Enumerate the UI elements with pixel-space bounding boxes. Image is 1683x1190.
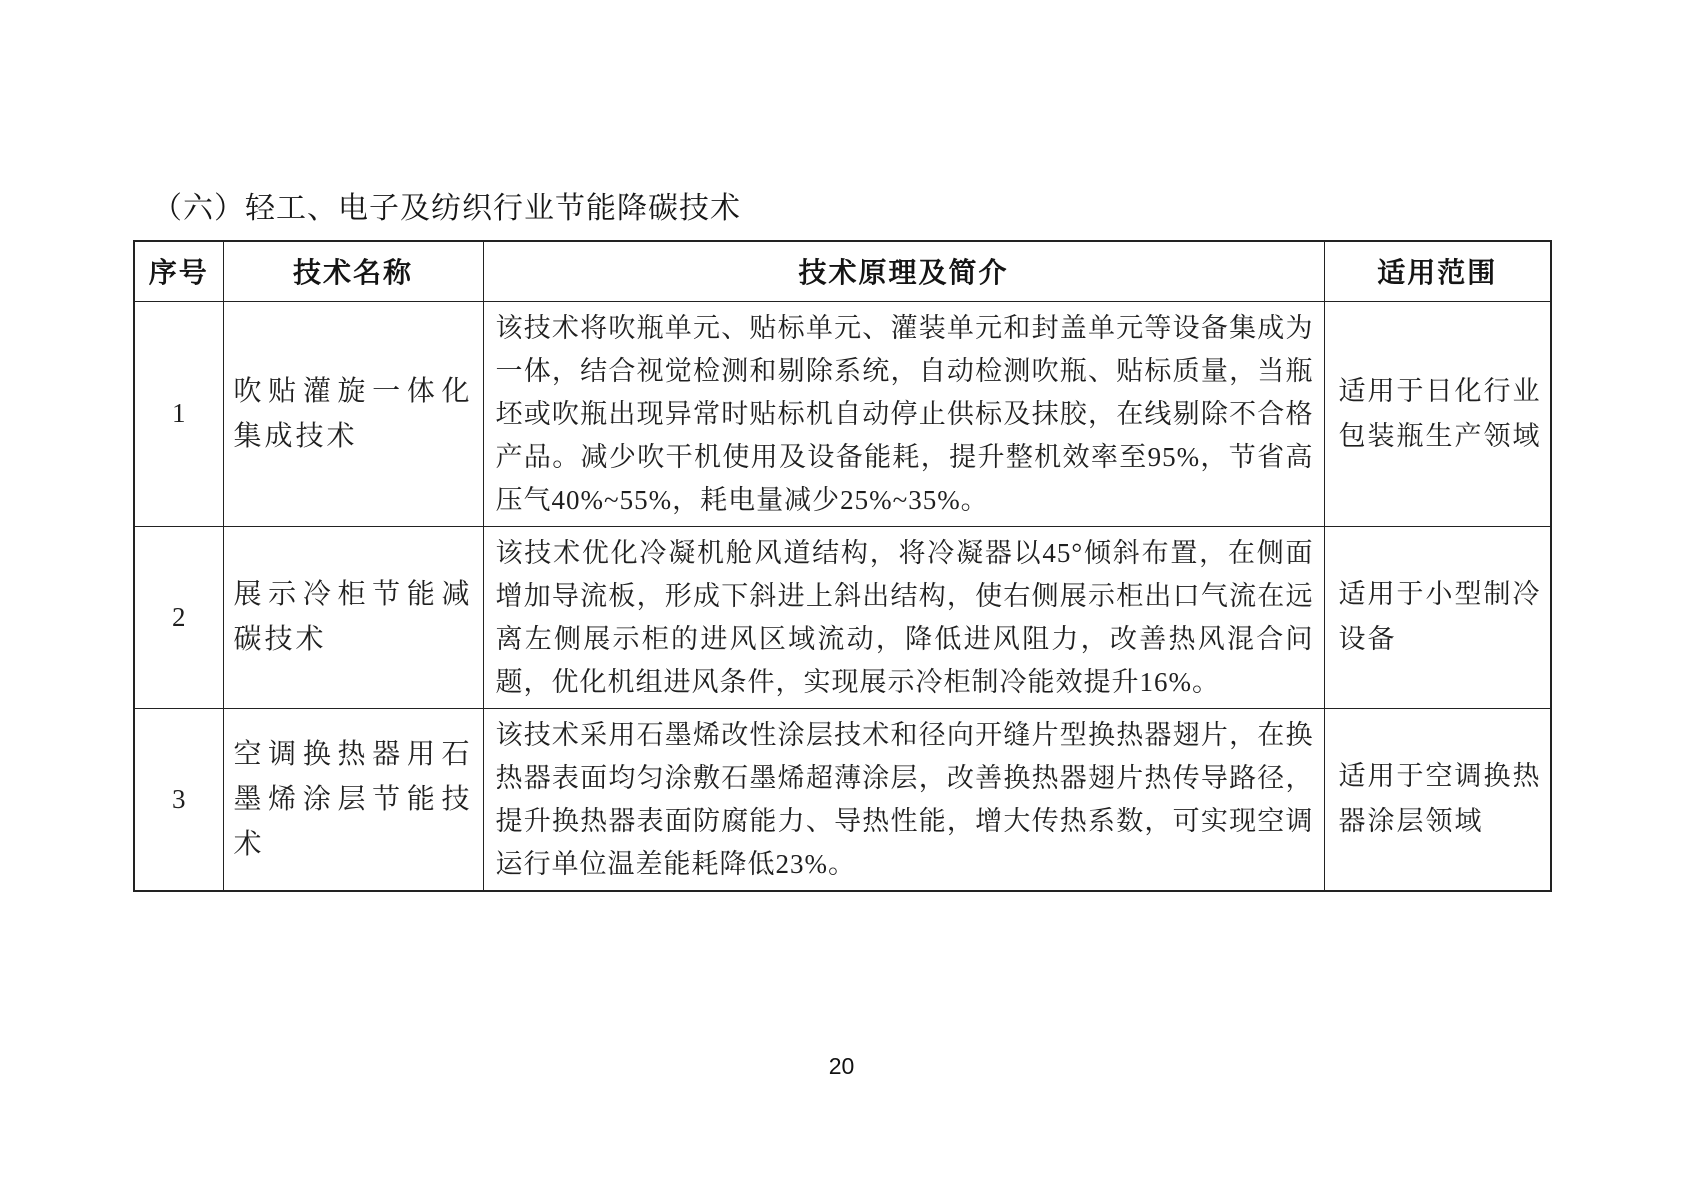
technology-table bbox=[133, 240, 1552, 892]
row-serial-number: 3 bbox=[134, 708, 223, 891]
table-row bbox=[134, 708, 1551, 891]
header-principle-intro: 技术原理及简介 bbox=[483, 241, 1324, 301]
row-technology-name: 吹贴灌旋一体化集成技术 bbox=[223, 301, 483, 526]
row-technology-name: 空调换热器用石墨烯涂层节能技术 bbox=[223, 708, 483, 891]
section-heading: （六）轻工、电子及纺织行业节能降碳技术 bbox=[152, 192, 741, 225]
table-row bbox=[134, 526, 1551, 708]
row-scope: 适用于空调换热器涂层领域 bbox=[1324, 708, 1551, 891]
table-row bbox=[134, 301, 1551, 526]
row-technology-name: 展示冷柜节能减碳技术 bbox=[223, 526, 483, 708]
header-applicable-scope: 适用范围 bbox=[1324, 241, 1551, 301]
header-technology-name: 技术名称 bbox=[223, 241, 483, 301]
row-scope: 适用于日化行业包装瓶生产领域 bbox=[1324, 301, 1551, 526]
table-header-row bbox=[134, 241, 1551, 301]
row-scope: 适用于小型制冷设备 bbox=[1324, 526, 1551, 708]
page-number: 20 bbox=[828, 1053, 855, 1079]
row-serial-number: 1 bbox=[134, 301, 223, 526]
row-description: 该技术优化冷凝机舱风道结构，将冷凝器以45°倾斜布置，在侧面增加导流板，形成下斜进上斜出结构，使右侧展示柜出口气流在远离左侧展示柜的进风区域流动，降低进风阻力，改善热风混合问题，优化机组进风条件，实现展示冷柜制冷能效提升16%。 bbox=[483, 526, 1324, 708]
row-description: 该技术将吹瓶单元、贴标单元、灌装单元和封盖单元等设备集成为一体，结合视觉检测和剔除系统，自动检测吹瓶、贴标质量，当瓶坯或吹瓶出现异常时贴标机自动停止供标及抹胶，在线剔除不合格产品。减少吹干机使用及设备能耗，提升整机效率至95%，节省高压气40%~55%，耗电量减少25%~35%。 bbox=[483, 301, 1324, 526]
header-serial-number: 序号 bbox=[134, 241, 223, 301]
row-description: 该技术采用石墨烯改性涂层技术和径向开缝片型换热器翅片，在换热器表面均匀涂敷石墨烯超薄涂层，改善换热器翅片热传导路径，提升换热器表面防腐能力、导热性能，增大传热系数，可实现空调运行单位温差能耗降低23%。 bbox=[483, 708, 1324, 891]
row-serial-number: 2 bbox=[134, 526, 223, 708]
